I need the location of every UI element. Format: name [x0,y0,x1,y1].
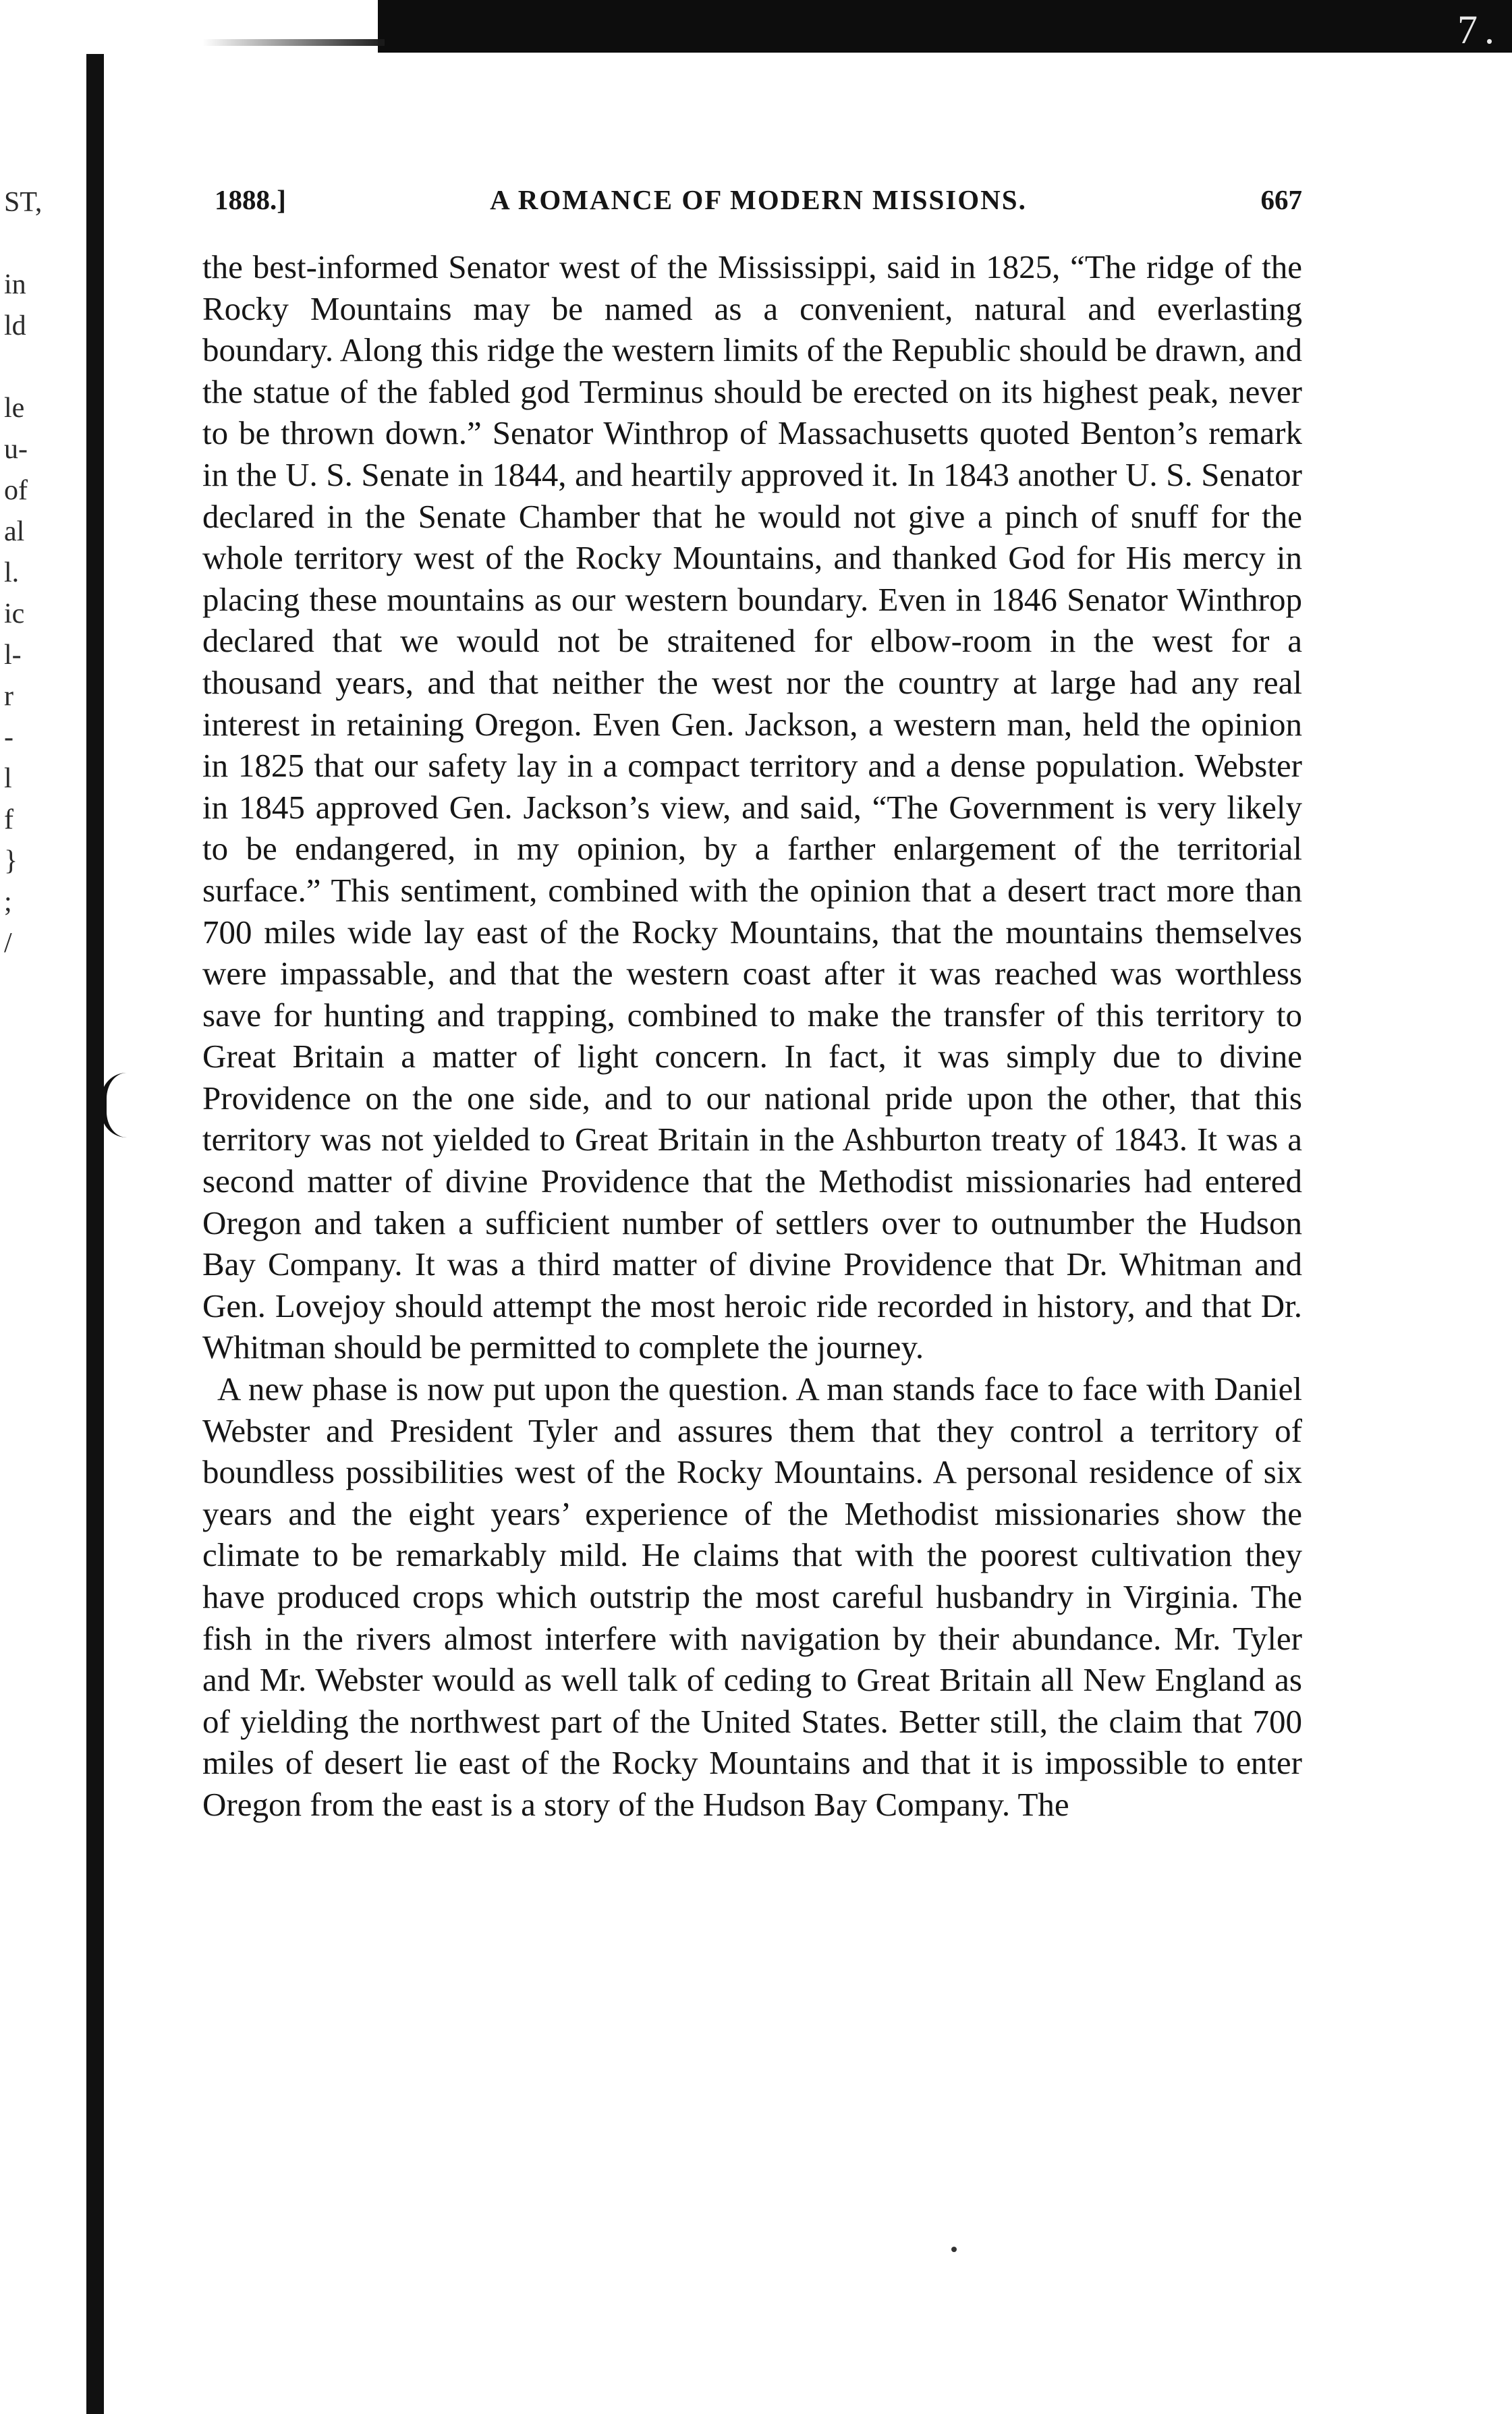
fragment-line: - [4,722,13,753]
fragment-line: ic [4,598,25,629]
fragment-line: l [4,763,12,794]
scan-top-bar [378,0,1512,53]
fragment-line: of [4,475,28,506]
fragment-line: le [4,393,25,424]
scan-speck [951,2247,957,2252]
fragment-line: ld [4,310,26,341]
page-number: 667 [1260,184,1302,215]
fragment-line [4,347,65,388]
page-mark: 7. [1457,7,1501,52]
fragment-line: u- [4,434,28,465]
header-year: 1888.] [215,184,286,215]
running-header [215,184,1302,224]
scan-top-bar-fade [202,39,385,46]
paragraph: the best-informed Senator west of the Mississippi, said in 1825, “The ridge of the Rocky Mountains may be named as a convenient, natural and everlasting boundary. Along this ridge the western limits of the Republic should be drawn, and the statue of the fabled god Terminus should be erected on its highest peak, never to be thrown down.” Senator Winthrop of Massachusetts quoted Benton’s remark in the U. S. Senate in 1844, and heartily approved it. In 1843 another U. S. Senator declared in the Senate Chamber that he would not give a pinch of snuff for the whole territory west of the Rocky Mountains, and thanked God for His mercy in placing these mountains as our western boundary. Even in 1846 Senator Winthrop declared that we would not be straitened for elbow-room in the west for a thousand years, and that neither the west nor the country at large had any real interest in retaining Oregon. Even Gen. Jackson, a western man, held the opinion in 1825 that our safety lay in a compact territory and a dense population. Webster in 1845 approved Gen. Jackson’s view, and said, “The Government is very likely to be endangered, in my opinion, by a farther enlargement of the territorial surface.” This sentiment, combined with the opinion that a desert tract more than 700 miles wide lay east of the Rocky Mountains, that the mountains themselves were impassable, and that the western coast after it was reached was worthless save for hunting and trapping, combined to make the transfer of this territory to Great Britain a matter of light concern. In fact, it was simply due to divine Providence on the one side, and to our national pride upon the other, that this territory was not yielded to Great Britain in the Ashburton treaty of 1843. It was a second matter of divine Providence that the Methodist missionaries had entered Oregon and taken a sufficient number of settlers over to outnumber the Hudson Bay Company. It was a third matter of divine Providence that Dr. Whitman and Gen. Lovejoy should attempt the most heroic ride recorded in history, and that Dr. Whitman should be permitted to complete the journey. [202,248,1302,1366]
article-body [202,246,1302,1826]
paragraph: A new phase is now put upon the question. A man stands face to face with Daniel Webster and President Tyler and assures them that they control a territory of boundless possibilities west of the Rocky Mountains. A personal residence of six years and the eight years’ experience of the Methodist missionaries show the climate to be remarkably mild. He claims that with the poorest cultivation they have produced crops which outstrip the most careful husbandry in Virginia. The fish in the rivers almost interfere with navigation by their abundance. Mr. Tyler and Mr. Webster would as well talk of ceding to Great Britain all New England as of yielding the northwest part of the United States. Better still, the claim that 700 miles of desert lie east of the Rocky Mountains and that it is impossible to enter Oregon from the east is a story of the Hudson Bay Company. The [202,1370,1302,1823]
fragment-line: l- [4,640,22,671]
spine-notch [101,1073,127,1138]
book-spine-shadow [86,54,104,2414]
fragment-line: ST, [4,187,43,218]
fragment-line: f [4,804,13,835]
fragment-line: } [4,845,18,876]
header-title: A ROMANCE OF MODERN MISSIONS. [490,184,1027,215]
fragment-line: / [4,928,12,959]
fragment-line: al [4,516,25,547]
fragment-line: in [4,269,26,300]
fragment-line: ; [4,887,12,918]
fragment-line [4,223,65,264]
fragment-line: l. [4,557,20,588]
fragment-line: r [4,681,13,712]
facing-page-fragments [4,182,65,964]
